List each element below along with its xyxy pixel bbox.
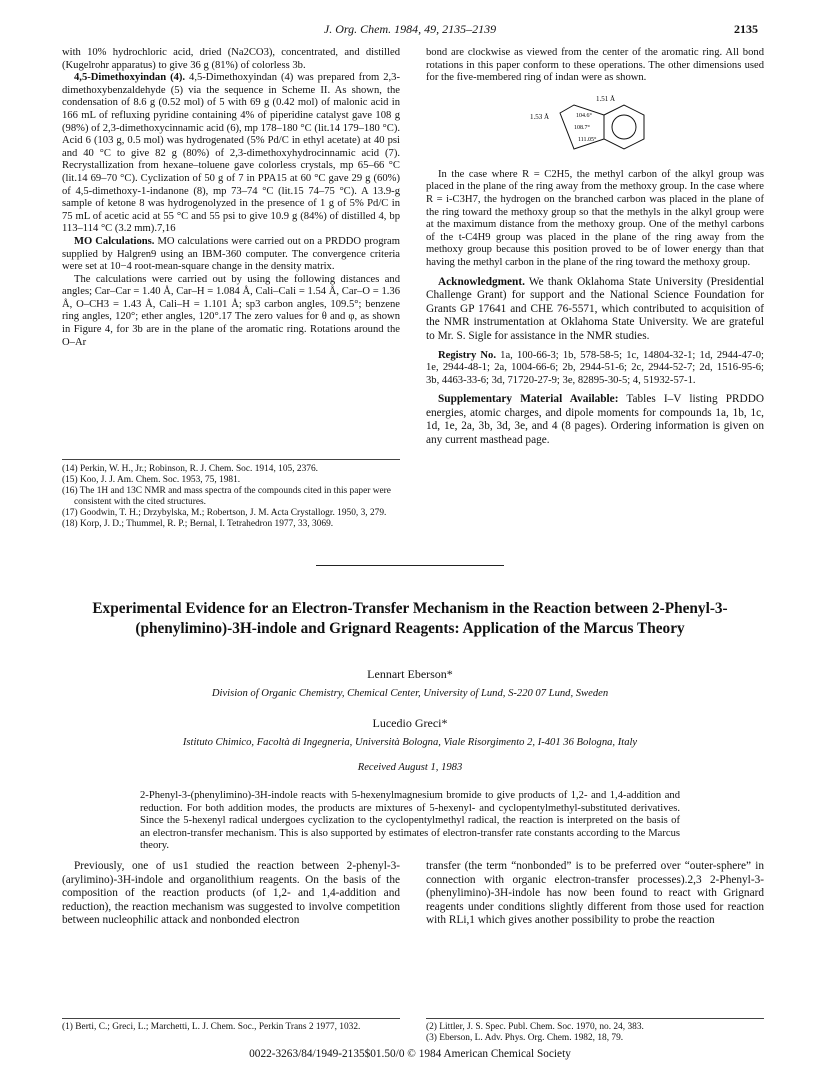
journal-citation: J. Org. Chem. 1984, 49, 2135–2139 [323, 22, 497, 36]
supplementary-heading: Supplementary Material Available: [438, 393, 619, 406]
running-header [62, 22, 758, 38]
paragraph: transfer (the term “nonbonded” is to be preferred over “outer-sphere” in connection with organic electron-transfer processes).2,3 2-Phenyl-3-(phenylimino)-3H-indole has now been found to react with Grignard reagents under conditions slightly different from those used for reaction with RLi,1 which gives another possibility to probe the reaction [426, 860, 764, 927]
registry-heading: Registry No. [438, 349, 496, 361]
footnote: (18) Korp, J. D.; Thummel, R. P.; Bernal, I. Tetrahedron 1977, 33, 3069. [62, 519, 334, 529]
footnote: (2) Littler, J. S. Spec. Publ. Chem. Soc. 1970, no. 24, 383. [426, 1022, 644, 1032]
article-title: Experimental Evidence for an Electron-Transfer Mechanism in the Reaction between 2-Phenyl-3-(phenylimino)-3H-indole and Grignard Reagents: Application of the Marcus Theory [92, 600, 728, 637]
indan-geometry-figure [426, 91, 764, 163]
registry-numbers [426, 350, 764, 388]
paragraph-text: 4,5-Dimethoxyindan (4) was prepared from 2,3-dimethoxybenzaldehyde (5) via the sequence in Scheme II. As shown, the condensation of 8.6 g (0.52 mol) of 5 with 69 g (0.42 mol) of malonic acid in 166 mL of refluxing pyridine containing 4% of piperidine catalyst gave 108 g (98%) of 2,3-dimethoxycinnamic acid (6), mp 178–180 °C (lit.14 179–180 °C). Acid 6 (103 g, 0.5 mol) was hydrogenated (5% Pd/C in ethyl acetate) at 40 psi and 40 °C to give 82 g (80%) of 2,3-dimethoxyhydrocinnamic acid (7). Recrystallization from hexane–toluene gave colorless crystals, mp 65–66 °C (lit.14 69–70 °C). Cyclization of 50 g of 7 in PPA15 at 60 °C gave 29 g (60%) of 4,5-dimethoxy-1-indanone (8), mp 73–74 °C (lit.15 74–75 °C). A 13.9-g sample of ketone 8 was hydrogenolyzed in the presence of 1 g of 5% Pd/C in 75 mL of acetic acid at 55 °C and 55 psi to give 10.9 g (84%) of distilled 4, bp 113–114 °C (3.2 mm).7,16 [62, 72, 400, 235]
author-affiliation: Division of Organic Chemistry, Chemical Center, University of Lund, S-220 07 Lund, Sweden [211, 688, 609, 699]
left-column [62, 47, 400, 349]
supplementary-text: Tables I–V listing PRDDO energies, atomic charges, and dipole moments for compounds 1a, 1b, 1c, 1d, 1e, 2a, 3b, 3d, 3e, and 4 (8 pages). Ordering information is given on any current masthead page. [426, 393, 765, 447]
paragraph: Previously, one of us1 studied the reaction between 2-phenyl-3-(arylimino)-3H-indole and organolithium reagents. On the basis of the composition of the reaction products (of 1,2- and 1,4-addition and reduction), the reaction mechanism was suggested to involve competition between nucleophilic attack and nonbonded electron [62, 860, 400, 927]
right-column [426, 47, 764, 448]
angle-label: 111.05° [578, 136, 597, 143]
paragraph-heading: 4,5-Dimethoxyindan (4). [74, 72, 186, 84]
abstract: 2-Phenyl-3-(phenylimino)-3H-indole reacts with 5-hexenylmagnesium bromide to give products of 1,2- and 1,4-addition and reduction. For both addition modes, the products are mixtures of 5-hexenyl- and cyclopentylmethyl-substituted derivatives. Since the 5-hexenyl radical undergoes cyclization to the cyclopentylmethyl radical, the reaction is interpreted on the basis of an electron-transfer mechanism. This is also supported by estimates of electron-transfer rate constants according to the Marcus theory. [140, 790, 680, 852]
indan-structure-drawing [426, 91, 764, 163]
footnotes-bottom-left [62, 1018, 400, 1033]
intro-text-right [426, 860, 764, 928]
paragraph-text: MO calculations were carried out on a PRDDO program supplied by Halgren9 using an IBM-360 computer. The convergence criteria were set at 10−4 root-mean-square change in the density matrix. [62, 235, 400, 273]
paragraph [62, 72, 400, 236]
paragraph: with 10% hydrochloric acid, dried (Na2CO3), concentrated, and distilled (Kugelrohr apparatus) to give 36 g (81%) of colorless 3b. [62, 47, 400, 71]
acknowledgment-heading: Acknowledgment. [438, 275, 525, 288]
copyright-footer: 0022-3263/84/1949-2135$01.50/0 © 1984 American Chemical Society [249, 1048, 571, 1060]
author-name: Lucedio Greci* [372, 716, 448, 730]
supplementary-material [426, 393, 764, 447]
received-date: Received August 1, 1983 [357, 762, 463, 773]
footnote: (3) Eberson, L. Adv. Phys. Org. Chem. 1982, 18, 79. [426, 1033, 624, 1043]
footnote: (16) The 1H and 13C NMR and mass spectra of the compounds cited in this paper were consistent with the cited structures. [62, 486, 391, 507]
author-affiliation: Istituto Chimico, Facoltà di Ingegneria, Università Bologna, Viale Risorgimento 2, I-401 36 Bologna, Italy [182, 737, 638, 748]
footnotes-bottom-right [426, 1018, 764, 1044]
section-heading: MO Calculations. [74, 235, 155, 247]
paragraph [62, 236, 400, 274]
bond-length-label: 1.53 Å [530, 112, 550, 121]
acknowledgment [426, 276, 764, 344]
angle-label: 108.7° [574, 124, 590, 131]
footnote: (15) Koo, J. J. Am. Chem. Soc. 1953, 75, 1981. [62, 475, 241, 485]
bond-length-label: 1.51 Å [596, 94, 616, 103]
article-divider [316, 565, 504, 566]
page-number: 2135 [734, 22, 758, 36]
footnote: (14) Perkin, W. H., Jr.; Robinson, R. J. Chem. Soc. 1914, 105, 2376. [62, 464, 318, 474]
footnote: (17) Goodwin, T. H.; Drzybylska, M.; Robertson, J. M. Acta Crystallogr. 1950, 3, 279. [62, 508, 387, 518]
angle-label: 104.6° [576, 112, 592, 119]
registry-text: 1a, 100-66-3; 1b, 578-58-5; 1c, 14804-32-1; 1d, 2944-47-0; 1e, 2944-48-1; 2a, 1004-66-6; 2b, 2944-51-6; 2c, 2944-52-7; 2d, 1516-95-6; 3b, 4463-33-6; 3d, 71720-27-9; 3e, 82895-30-5; 4, 51932-57-1. [426, 349, 764, 386]
paragraph: The calculations were carried out by using the following distances and angles; Car–Car = 1.40 Å, Car–H = 1.084 Å, Cali–Cali = 1.54 Å, Car–O = 1.36 Å, O–CH3 = 1.43 Å, Cali–H = 1.101 Å; sp3 carbon angles, 109.5°; benzene ring angles, 120°; ether angles, 120°.17 The zero values for θ and φ, as shown in Figure 4, for 3b are in the plane of the aromatic ring. Rotations around the O–Ar [62, 273, 400, 348]
paragraph: In the case where R = C2H5, the methyl carbon of the alkyl group was placed in the plane of the ring away from the methoxy group. In the case where R = i-C3H7, the hydrogen on the branched carbon was placed in the plane of the ring toward the methoxy group so that the methyls in the alkyl group were at the maximum distance from the methoxy group. One of the methyl carbons of the t-C4H9 group was placed in the plane of the ring away from the methoxy group because this position proved to be of lower energy than that having the methyl carbon in the plane of the ring toward the methoxy group. [426, 168, 764, 268]
author-name: Lennart Eberson* [367, 667, 453, 681]
acknowledgment-text: We thank Oklahoma State University (Presidential Challenge Grant) for support and the National Science Foundation for Grants GP 17641 and CHE 76-5571, which contributed to acquisition of the NMR instrumentation at Oklahoma State University. We are grateful to Mr. S. Sigle for assistance in the NMR studies. [426, 275, 764, 342]
footnote: (1) Berti, C.; Greci, L.; Marchetti, L. J. Chem. Soc., Perkin Trans 2 1977, 1032. [62, 1022, 361, 1032]
paragraph: bond are clockwise as viewed from the center of the aromatic ring. All bond rotations in this paper conform to these operations. The other dimensions used for the five-membered ring of indan were as shown. [426, 47, 764, 84]
footnotes-left [62, 459, 400, 530]
intro-text-left [62, 860, 400, 928]
